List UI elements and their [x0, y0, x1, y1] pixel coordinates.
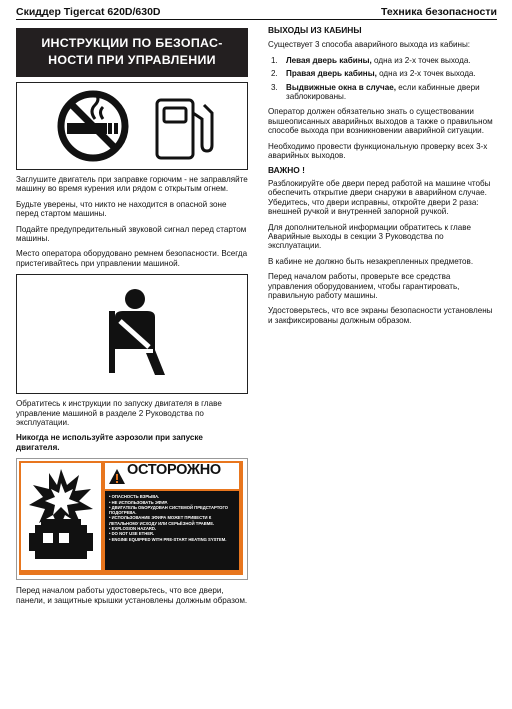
warning-triangle-icon	[108, 468, 126, 485]
caution-title: ОСТОРОЖНО	[127, 462, 221, 479]
caution-decal	[16, 458, 248, 580]
caution-header	[105, 463, 239, 489]
controls-check-text: Перед началом работы, проверьте все средства управления оборудованием, чтобы гарантировать, правильную работу машины.	[268, 272, 460, 300]
exit-name: Левая дверь кабины,	[286, 55, 372, 65]
header-title	[16, 6, 161, 18]
fuel-icon-panel	[16, 82, 248, 170]
exit-name: Правая дверь кабины,	[286, 69, 377, 79]
important-heading: ВАЖНО !	[268, 165, 305, 176]
caution-text-block	[105, 491, 239, 570]
clear-zone-text: Будьте уверены, что никто не находится в опасной зоне перед стартом машины.	[16, 199, 227, 219]
exits-heading: ВЫХОДЫ ИЗ КАБИНЫ	[268, 25, 362, 35]
page-header	[16, 6, 497, 20]
fuel-pump-icon	[157, 100, 212, 158]
left-column	[16, 28, 248, 611]
seatbelt-icon	[17, 275, 247, 393]
header-model: 620D/630D	[104, 6, 161, 18]
exits-list	[268, 56, 496, 102]
engine-explosion-icon	[21, 463, 101, 570]
caution-line: • DO NOT USE ETHER.	[109, 531, 155, 537]
exit-desc: одна из 2-х точек выхода.	[371, 55, 471, 65]
exit-desc: если кабинные двери заблокированы.	[286, 82, 480, 102]
caution-line: • ОПАСНОСТЬ ВЗРЫВА.	[109, 494, 160, 500]
seatbelt-icon-panel	[16, 274, 248, 394]
caution-line: • ИСПОЛЬЗОВАНИЕ ЭФИРА МОЖЕТ ПРИВЕСТИ К ЛЕТАЛЬНОМУ ИСХОДУ ИЛИ СЕРЬЁЗНОЙ ТРАВМЕ.	[109, 515, 215, 526]
exits-check-text: Необходимо провести функциональную проверку всех 3-х аварийных выходов.	[268, 141, 488, 161]
right-column	[268, 26, 496, 331]
fuel-warning-text: Заглушите двигатель при заправке горючим - не заправляйте машину во время курения или рядом с открытым огнем.	[16, 175, 248, 194]
fuel-pictograms	[17, 83, 247, 169]
exit-name: Выдвижные окна в случае,	[286, 82, 396, 92]
loose-objects-text: В кабине не должно быть незакрепленных предметов.	[268, 256, 474, 266]
header-rule	[16, 19, 497, 20]
header-prefix: Скиддер	[16, 6, 64, 18]
exit-item	[268, 56, 496, 65]
unlock-doors-text: Разблокируйте обе двери перед работой на машине чтобы обеспечить открытие двери снаружи в аварийном случае. Убедитесь, что двери исправны, откройте двери 2 раза: внешней ручкой и внутренней запорной ручкой.	[268, 178, 491, 217]
header-brand: Tigercat	[63, 6, 105, 18]
aerosol-warning-text: Никогда не используйте аэрозоли при запуске двигателя.	[16, 433, 203, 452]
safety-screens-text: Удостоверьтесь, что все экраны безопасности установлены и закфиксированы должным образом.	[268, 306, 493, 325]
caution-line: • НЕ ИСПОЛЬЗОВАТЬ ЭФИР.	[109, 499, 168, 505]
section-title-line1: ИНСТРУКЦИИ ПО БЕЗОПАС-	[41, 36, 223, 50]
exits-intro: Существует 3 способа аварийного выхода из кабины:	[268, 40, 471, 50]
start-instructions-text: Обратитесь к инструкции по запуску двигателя в главе управление машиной в разделе 2 Руководства по эксплуатации.	[16, 399, 222, 428]
caution-line: • ENGINE EQUIPPED WITH PRE-START HEATING SYSTEM.	[109, 536, 227, 542]
caution-line: • ДВИГАТЕЛЬ ОБОРУДОВАН СИСТЕМОЙ ПРЕДСТАРТОГО ПОДОГРЕВА.	[109, 504, 229, 516]
exit-number: 3.	[271, 82, 278, 92]
caution-line: • EXPLOSION HAZARD.	[109, 526, 157, 532]
horn-text: Подайте предупредительный звуковой сигнал перед стартом машины.	[16, 224, 247, 244]
seatbelt-text: Место оператора оборудовано ремнем безопасности. Всегда пристегивайтесь при управлении машиной.	[16, 249, 248, 268]
exit-desc: одна из 2-х точек выхода.	[376, 69, 476, 79]
exits-knowledge-text: Оператор должен обязательно знать о существовании вышеописанных аварийных выходов а также о правильном способе выхода при возникновении аварийной ситуации.	[268, 107, 493, 136]
header-section: Техника безопасности	[380, 6, 497, 18]
exit-number: 2.	[271, 69, 278, 79]
doors-panels-text: Перед началом работы удостоверьтесь, что все двери, панели, и защитные крышки установлены должным образом.	[16, 586, 248, 605]
exit-item	[268, 69, 496, 78]
section-title-box	[16, 28, 248, 77]
more-info-text: Для дополнительной информации обратитесь к главе Аварийные выходы в секции 3 Руководства по эксплуатации.	[268, 222, 471, 251]
exit-number: 1.	[271, 55, 278, 65]
exit-item	[268, 83, 496, 102]
section-title-line2: НОСТИ ПРИ УПРАВЛЕНИИ	[48, 53, 216, 67]
no-smoking-icon	[61, 93, 125, 158]
